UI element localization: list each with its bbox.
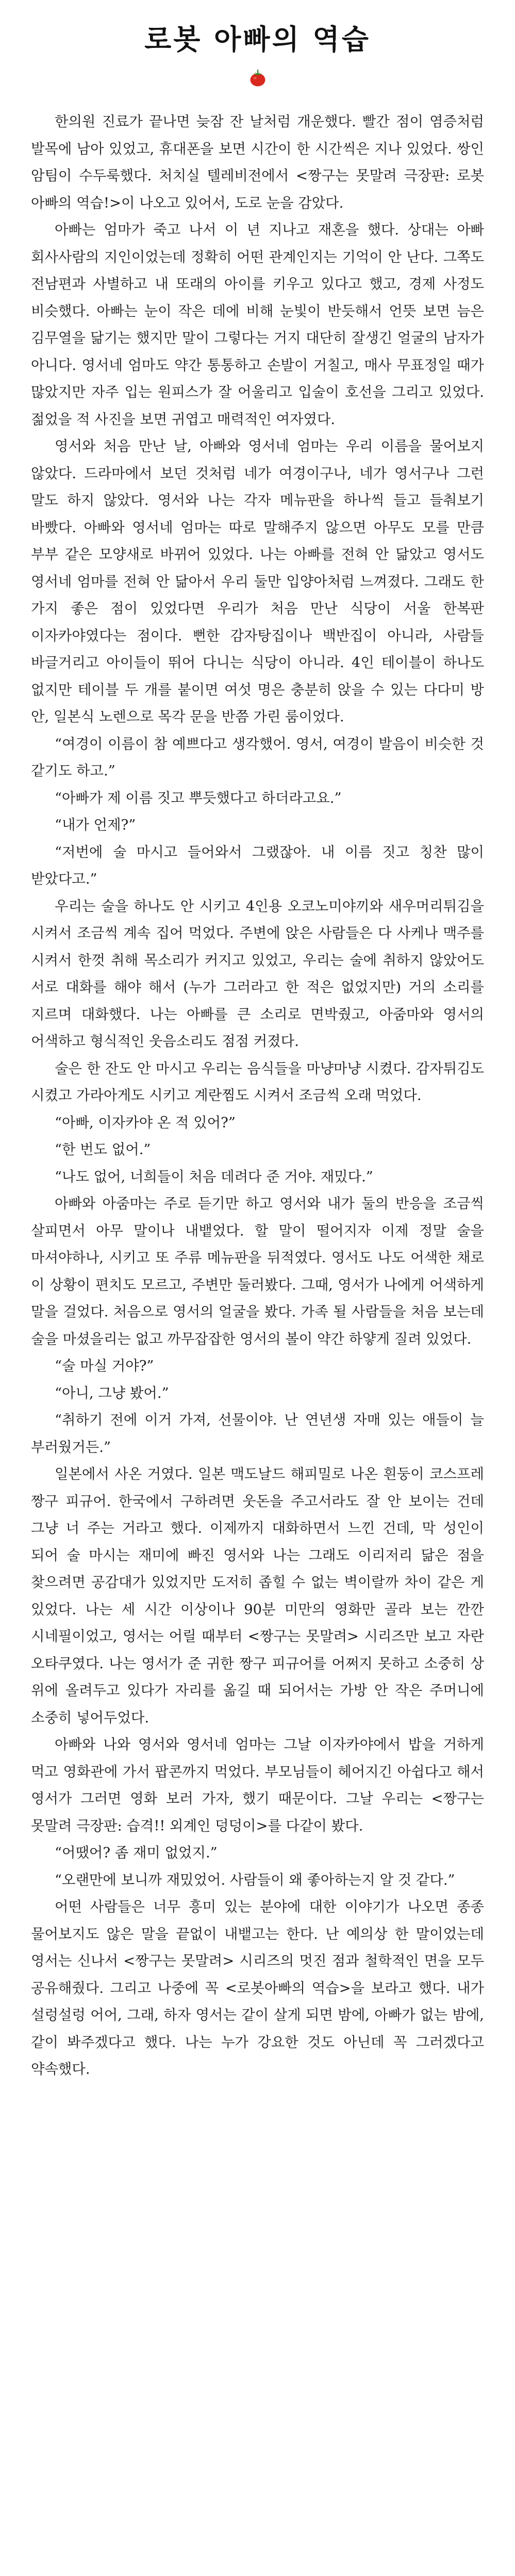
dialogue-line: “여경이 이름이 참 예쁘다고 생각했어. 영서, 여경이 발음이 비슷한 것 같기도 하고.”: [31, 736, 484, 779]
dialogue-line: “나도 없어, 너희들이 처음 데려다 준 거야. 재밌다.”: [55, 1168, 373, 1185]
dialogue-line: “어땠어? 좀 재미 없었지.”: [55, 1845, 218, 1861]
dialogue-line: “내가 언제?”: [55, 817, 136, 833]
document-title: 로봇 아빠의 역습: [144, 23, 371, 56]
paragraph: 어떤 사람들은 너무 흥미 있는 분야에 대한 이야기가 나오면 종종 물어보지도 않은 말을 끝없이 내뱉고는 한다. 난 예의상 한 말이었는데 영서는 신나서 <짱구는 못말려> 시리즈의 멋진 점과 철학적인 면을 모두 공유해줬다. 그리고 나중에 꼭 <로봇아빠의 역습>을 보라고 했다. 내가 설렁설렁 어어, 그래, 하자 영서는 같이 살게 되면 밤에, 아빠가 없는 밤에, 같이 봐주겠다고 했다. 나는 누가 강요한 것도 아닌데 꼭 그러겠다고 약속했다.: [31, 1899, 484, 2077]
paragraph: 아빠는 엄마가 죽고 나서 이 년 지나고 재혼을 했다. 상대는 아빠 회사사람의 지인이었는데 정확히 어떤 관계인지는 기억이 안 난다. 그쪽도 전남편과 사별하고 내 또래의 아이를 키우고 있다고 했고, 경제 사정도 비슷했다. 아빠는 눈이 작은 데에 비해 눈빛이 반듯해서 언뜻 보면 늠은 김무열을 닮기는 했지만 말이 그렇다는 거지 대단히 잘생긴 얼굴의 남자가 아니다. 영서네 엄마도 약간 통통하고 손발이 거칠고, 매사 무표정일 때가 많았지만 자주 입는 원피스가 잘 어울리고 입술이 호선을 그리고 있었다. 젊었을 적 사진을 보면 귀엽고 매력적인 여자였다.: [31, 222, 484, 428]
dialogue-line: “아니, 그냥 봤어.”: [55, 1385, 169, 1401]
dialogue-line: “한 번도 없어.”: [55, 1142, 151, 1158]
story-body: [31, 109, 484, 2083]
paragraph: 술은 한 잔도 안 마시고 우리는 음식들을 마냥마냥 시켰다. 감자튀김도 시켰고 가라아게도 시키고 계란찜도 시켜서 조금씩 오래 먹었다.: [31, 1060, 484, 1104]
paragraph: 아빠와 나와 영서와 영서네 엄마는 그날 이자카야에서 밥을 거하게 먹고 영화관에 가서 팝콘까지 먹었다. 부모님들이 헤어지긴 아쉽다고 해서 영서가 그러면 영화 보러 가자, 했기 때문이다. 그날 우리는 <짱구는 못말려 극장판: 습격!! 외계인 덩덩이>를 다같이 봤다.: [31, 1737, 484, 1834]
tomato-icon: [31, 69, 484, 87]
dialogue-line: “술 마실 거야?”: [55, 1358, 154, 1374]
dialogue-line: “아빠, 이자카야 온 적 있어?”: [55, 1114, 236, 1131]
paragraph: 한의원 진료가 끝나면 늦잠 잔 날처럼 개운했다. 빨간 점이 염증처럼 발목에 남아 있었고, 휴대폰을 보면 시간이 한 시간씩은 지나 있었다. 쌍인 암팀이 수두룩했다. 처치실 텔레비전에서 <짱구는 못말려 극장판: 로봇 아빠의 역습!>이 나오고 있어서, 도로 눈을 감았다.: [31, 114, 484, 211]
dialogue-line: “오랜만에 보니까 재밌었어. 사람들이 왜 좋아하는지 알 것 같다.”: [55, 1872, 455, 1888]
paragraph: 영서와 처음 만난 날, 아빠와 영서네 엄마는 우리 이름을 물어보지 않았다. 드라마에서 보던 것처럼 네가 여경이구나, 네가 영서구나 그런 말도 하지 않았다. 영서와 나는 각자 메뉴판을 하나씩 들고 들춰보기 바빴다. 아빠와 영서네 엄마는 따로 말해주지 않으면 아무도 모를 만큼 부부 같은 모양새로 바뀌어 있었다. 나는 아빠를 전혀 안 닮았고 영서도 영서네 엄마를 전혀 안 닮아서 우리 둘만 입양아처럼 느껴졌다. 그래도 한 가지 좋은 점이 있었다면 우리가 처음 만난 식당이 서울 한복판 이자카야였다는 점이다. 뻔한 감자탕집이나 백반집이 아니라, 사람들 바글거리고 아이들이 뛰어 다니는 식당이 아니라. 4인 테이블이 하나도 없지만 테이블 두 개를 붙이면 여섯 명은 충분히 앉을 수 있는 다다미 방 안, 일본식 노렌으로 목각 문을 반쯤 가린 룸이었다.: [31, 438, 484, 725]
dialogue-line: “저번에 술 마시고 들어와서 그랬잖아. 내 이름 짓고 칭찬 많이 받았다고.”: [31, 844, 484, 887]
paragraph: 우리는 술을 하나도 안 시키고 4인용 오코노미야끼와 새우머리튀김을 시켜서 조금씩 계속 집어 먹었다. 주변에 앉은 사람들은 다 사케나 맥주를 시켜서 한껏 취해 목소리가 커지고 있었고, 우리는 술에 취하지 않았어도 서로 대화를 해야 해서 (누가 그러라고 한 적은 없었지만) 거의 소리를 지르며 대화했다. 나는 아빠를 큰 소리로 면박줬고, 아줌마와 영서의 어색하고 형식적인 웃음소리도 점점 커졌다.: [31, 898, 484, 1049]
dialogue-line: “취하기 전에 이거 가져, 선물이야. 난 연년생 자매 있는 애들이 늘 부러웠거든.”: [31, 1412, 484, 1455]
paragraph: 아빠와 아줌마는 주로 듣기만 하고 영서와 내가 둘의 반응을 조금씩 살피면서 아무 말이나 내뱉었다. 할 말이 떨어지자 이제 정말 술을 마셔야하나, 시키고 또 주류 메뉴판을 뒤적였다. 영서도 나도 어색한 채로 이 상황이 편치도 모르고, 주변만 둘러봤다. 그때, 영서가 나에게 어색하게 말을 걸었다. 처음으로 영서의 얼굴을 봤다. 가족 될 사람들을 처음 보는데 술을 마셨을리는 없고 까무잡잡한 영서의 볼이 약간 하얗게 질려 있었다.: [31, 1196, 484, 1347]
dialogue-line: “아빠가 제 이름 짓고 뿌듯했다고 하더라고요.”: [55, 790, 342, 806]
paragraph: 일본에서 사온 거였다. 일본 맥도날드 해피밀로 나온 흰둥이 코스프레 짱구 피규어. 한국에서 구하려면 웃돈을 주고서라도 잘 안 보이는 건데 그냥 너 주는 거라고 했다. 이제까지 대화하면서 느낀 건데, 막 성인이 되어 술 마시는 재미에 빠진 영서와 나는 그래도 이리저리 닮은 점을 찾으려면 공감대가 있었지만 도저히 좁힐 수 없는 벽이랄까 차이 같은 게 있었다. 나는 세 시간 이상이나 90분 미만의 영화만 골라 보는 깐깐 시네필이었고, 영서는 어릴 때부터 <짱구는 못말려> 시리즈만 보고 자란 오타쿠였다. 나는 영서가 준 귀한 짱구 피규어를 어쩌지 못하고 소중히 상 위에 올려두고 있다가 자리를 옮길 때 되어서는 가방 안 작은 주머니에 소중히 넣어두었다.: [31, 1466, 484, 1726]
